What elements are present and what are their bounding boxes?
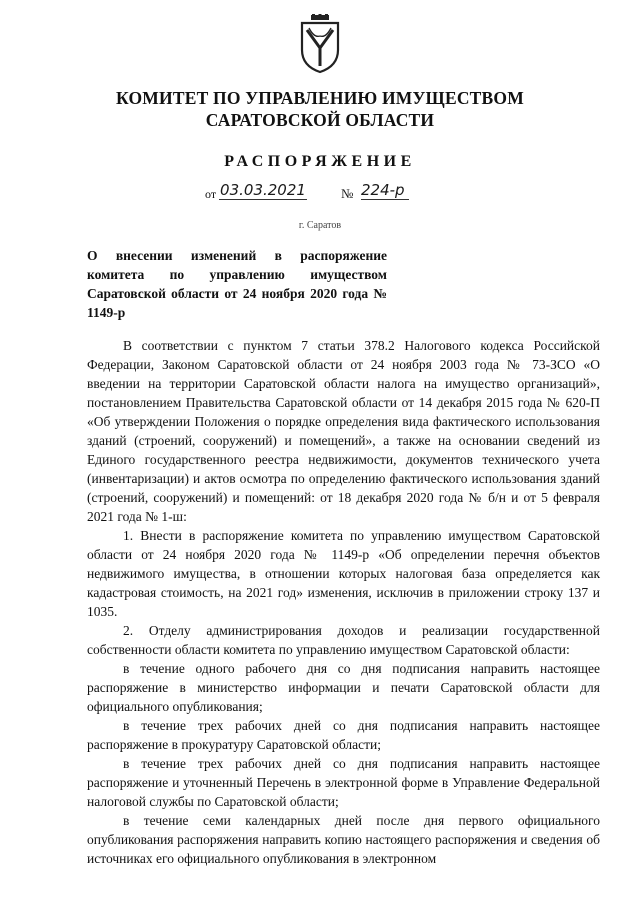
document-body	[87, 336, 600, 868]
document-dateline	[205, 181, 445, 203]
body-paragraph: 1. Внести в распоряжение комитета по управлению имуществом Саратовской области от 24 ноября 2020 года № 1149-р «Об определении перечня объектов недвижимого имущества, в отношении которых налоговая база определяется как кадастровая стоимость, на 2021 год» изменения, исключив в приложении строку 137 и 1035.	[87, 528, 600, 619]
body-paragraph: В соответствии с пунктом 7 статьи 378.2 Налогового кодекса Российской Федерации, Законом Саратовской области от 24 ноября 2003 года № 73-ЗСО «О введении на территории Саратовской области налога на имущество организаций», постановлением Правительства Саратовской области от 14 декабря 2015 года № 620-П «Об утверждении Положения о порядке определения вида фактического использования зданий (строений, сооружений) и помещений», а также на основании сведений из Единого государственного реестра недвижимости, документов технического учета (инвентаризации) и актов осмотра по определению фактического использования зданий (строений, сооружений) и помещений: от 18 декабря 2020 года № б/н и от 5 февраля 2021 года № 1-ш:	[87, 338, 600, 524]
body-paragraph: в течение трех рабочих дней со дня подписания направить настоящее распоряжение в прокуратуру Саратовской области;	[87, 718, 600, 752]
document-date: 03.03.2021	[220, 181, 306, 199]
document-type-title: РАСПОРЯЖЕНИЕ	[224, 153, 416, 170]
body-paragraph: в течение одного рабочего дня со дня подписания направить настоящее распоряжение в министерство информации и печати Саратовской области для официального опубликования;	[87, 661, 600, 714]
body-paragraph: 2. Отделу администрирования доходов и реализации государственной собственности области комитета по управлению имуществом Саратовской области:	[87, 623, 600, 657]
organization-name-line2: САРАТОВСКОЙ ОБЛАСТИ	[205, 110, 435, 130]
organization-name-line1: КОМИТЕТ ПО УПРАВЛЕНИЮ ИМУЩЕСТВОМ	[116, 88, 524, 108]
document-subject: О внесении изменений в распоряжение комитета по управлению имуществом Саратовской области от 24 ноября 2020 года № 1149-р	[87, 248, 387, 320]
body-paragraph: в течение трех рабочих дней со дня подписания направить настоящее распоряжение и уточненный Перечень в электронной форме в Управление Федеральной налоговой службы по Саратовской области;	[87, 756, 600, 809]
date-prefix: от	[205, 187, 217, 201]
body-paragraph: в течение семи календарных дней после дня первого официального опубликования распоряжения направить копию настоящего распоряжения и сведения об источниках его официального опубликования в электронном	[87, 813, 600, 866]
city-label: г. Саратов	[298, 220, 342, 231]
coat-of-arms-icon	[298, 14, 342, 74]
document-number: 224-р	[361, 181, 409, 200]
number-prefix: №	[341, 186, 354, 201]
